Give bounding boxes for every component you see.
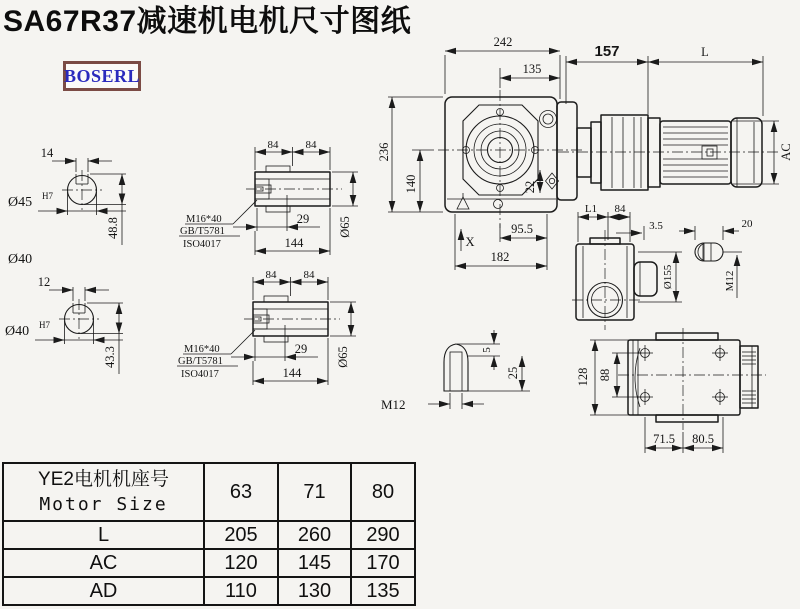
label-standard2-1: ISO4017	[183, 239, 221, 250]
label-standard2-2: ISO4017	[181, 369, 219, 380]
dim-length-1: 144	[284, 236, 304, 250]
size-80-cell: 80	[351, 463, 415, 521]
gear-unit-rear-view	[572, 203, 753, 330]
dim-overall-height: 236	[377, 142, 391, 162]
label-thread-2: M16*40	[184, 344, 220, 355]
label-standard1-2: GB/T5781	[178, 356, 223, 367]
shaft-section-view-2	[5, 275, 123, 374]
motor-size-header-cell	[3, 463, 204, 521]
dim-bore-2: Ø40	[5, 324, 30, 339]
table-row-AD	[3, 577, 415, 605]
header-cn: YE2电机机座号	[38, 469, 169, 490]
dim-center-height: 140	[404, 174, 418, 194]
dim-foot-right: 80.5	[692, 432, 714, 446]
size-71-cell: 71	[278, 463, 351, 521]
size-63-cell: 63	[204, 463, 278, 521]
dim-bore-tol-1: H7	[42, 191, 53, 201]
dim-seg-a-1: 84	[267, 139, 279, 151]
dim-key-depth: 25	[506, 366, 520, 380]
dim-thread-depth-1: 29	[296, 212, 310, 226]
dim-keyway-width-1: 14	[40, 146, 54, 160]
dim-seg-a-2: 84	[265, 269, 277, 281]
dim-bolt-spacing: 88	[598, 368, 612, 382]
dim-length-2: 144	[282, 366, 302, 380]
table-row-L	[3, 521, 415, 549]
dim-detail-thread: M12	[381, 397, 406, 412]
dim-outer-dia-1: Ø65	[338, 216, 352, 238]
dim-key-height: 5	[481, 347, 493, 353]
AD-80: 135	[351, 577, 415, 605]
dim-motor-length: L	[701, 45, 709, 59]
brand-logo-text: BOSERL	[63, 65, 141, 86]
label-thread-1: M16*40	[186, 214, 222, 225]
dim-total-height-2: 43.3	[103, 346, 117, 368]
dim-seg-b-2: 84	[303, 269, 315, 281]
page-title: SA67R37减速机电机尺寸图纸	[3, 5, 412, 38]
dim-bore-1: Ø45	[8, 195, 33, 210]
gearbox-bottom-view	[576, 328, 766, 453]
row-label-L: L	[3, 521, 204, 549]
dim-foot-left: 71.5	[653, 432, 675, 446]
AC-71: 145	[278, 549, 351, 577]
shaft-end-detail	[381, 330, 530, 412]
label-standard1-1: GB/T5781	[180, 226, 225, 237]
dim-l1: L1	[584, 203, 598, 215]
label-x-mark: X	[465, 235, 475, 249]
dim-bottom-height: 128	[576, 367, 590, 387]
shaft-section-view-1	[8, 146, 126, 245]
sleeve-view-1	[179, 139, 358, 255]
dim-84: 84	[614, 203, 626, 215]
dim-foot-width: 182	[490, 250, 510, 264]
L-63: 205	[204, 521, 278, 549]
dim-total-height-1: 48.8	[106, 217, 120, 239]
motor-size-table	[2, 462, 416, 606]
dim-rear-thread: M12	[724, 270, 736, 292]
AD-63: 110	[204, 577, 278, 605]
L-71: 260	[278, 521, 351, 549]
AC-63: 120	[204, 549, 278, 577]
AD-71: 130	[278, 577, 351, 605]
dim-gearbox-length: 157	[594, 43, 620, 60]
dim-foot-center: 95.5	[511, 222, 533, 236]
side-view-with-motor	[558, 43, 793, 190]
table-header-row	[3, 463, 415, 521]
dim-bore-tol-2: H7	[39, 320, 50, 330]
AC-80: 170	[351, 549, 415, 577]
row-label-AC: AC	[3, 549, 204, 577]
gearbox-front-view	[377, 35, 585, 270]
header-en: Motor Size	[39, 494, 168, 515]
dim-slot-length: 20	[741, 218, 753, 230]
dim-center-to-edge: 135	[522, 62, 542, 76]
L-80: 290	[351, 521, 415, 549]
label-outer-dia: Ø40	[8, 252, 33, 267]
dim-keyway-width-2: 12	[37, 275, 51, 289]
dim-flange-dia: Ø155	[662, 264, 674, 290]
dim-overall-width: 242	[493, 35, 513, 49]
dim-motor-height: AC	[779, 143, 793, 161]
dim-bolt-offset: 22	[523, 180, 537, 194]
sleeve-view-2	[177, 269, 356, 385]
table-row-AC	[3, 549, 415, 577]
row-label-AD: AD	[3, 577, 204, 605]
dim-offset: 3.5	[649, 220, 663, 232]
dim-thread-depth-2: 29	[294, 342, 308, 356]
dim-seg-b-1: 84	[305, 139, 317, 151]
dim-outer-dia-2: Ø65	[336, 346, 350, 368]
